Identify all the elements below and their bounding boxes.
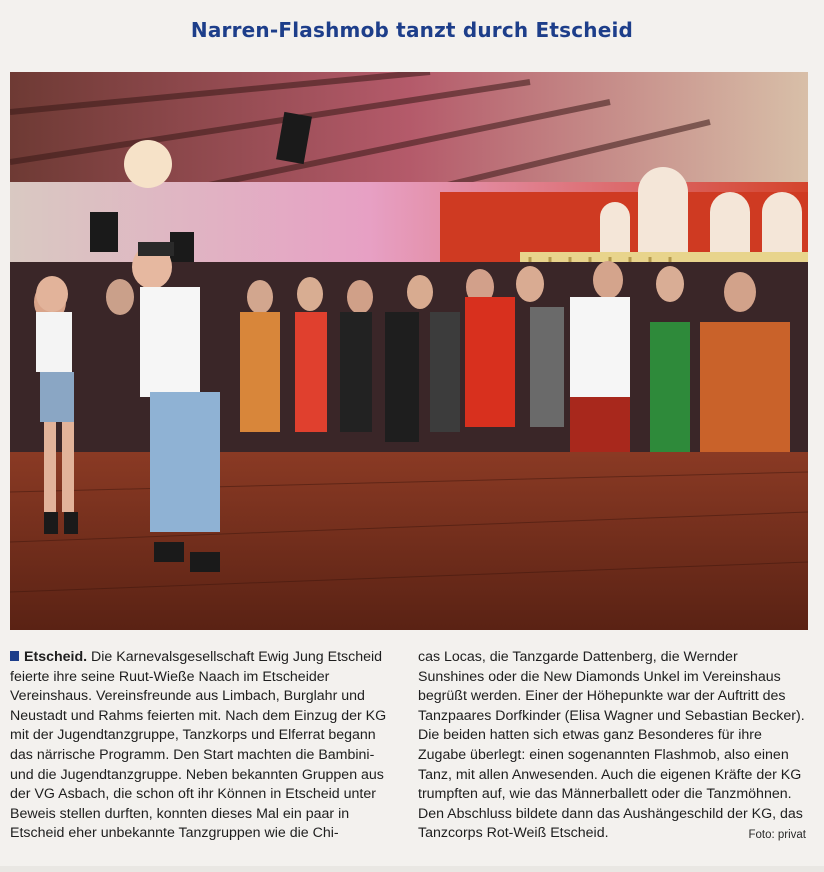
paragraph-1 [10, 648, 398, 844]
article-body [10, 648, 810, 863]
article-photo [10, 72, 808, 630]
article-column-1 [10, 648, 398, 863]
article-column-2 [418, 648, 806, 863]
column-2-text: cas Locas, die Tanzgarde Dattenberg, die Wernder Sunshines oder die New Diamonds Unkel im Vereinshaus begrüßt werden. Einer der Höhepunkte war der Auftritt des Tanzpaares Dorfkinder (Elisa Wagner und Sebastian Becker). Die beiden hatten sich etwas ganz Besonderes für ihre Zugabe überlegt: einen sogenannten Flashmob, also einen Tanz, mit allen Anwesenden. Auch die eigenen Kräfte der KG trumpften auf, wie das Männerballett oder die Tanzmöhnen. Den Abschluss bildete dann das Aushängeschild der KG, das Tanzcorps Rot-Weiß Etscheid. [418, 649, 805, 842]
headline: Narren-Flashmob tanzt durch Etscheid [190, 18, 634, 42]
paragraph-2 [418, 648, 806, 844]
square-marker-icon [10, 651, 19, 661]
page-edge [0, 866, 824, 872]
photo-credit: Foto: privat [748, 829, 806, 842]
column-1-text: Die Karnevalsgesellschaft Ewig Jung Etscheid feierte ihre seine Ruut-Wieße Naach im Etscheider Vereinshaus. Vereinsfreunde aus Limbach, Burglahr und Neustadt und Rahms feierten mit. Nach dem Einzug der KG mit der Jugendtanzgruppe, Tanzkorps und Elferrat begann das närrische Programm. Den Start machten die Bambini- und die Jugendtanzgruppe. Neben bekannten Gruppen aus der VG Asbach, die schon oft ihr Können in Etscheid unter Beweis stellen durften, konnten dieses Mal ein paar in Etscheid eher unbekannte Tanzgruppen wie die Chi- [10, 649, 387, 842]
dateline: Etscheid. [24, 649, 88, 665]
